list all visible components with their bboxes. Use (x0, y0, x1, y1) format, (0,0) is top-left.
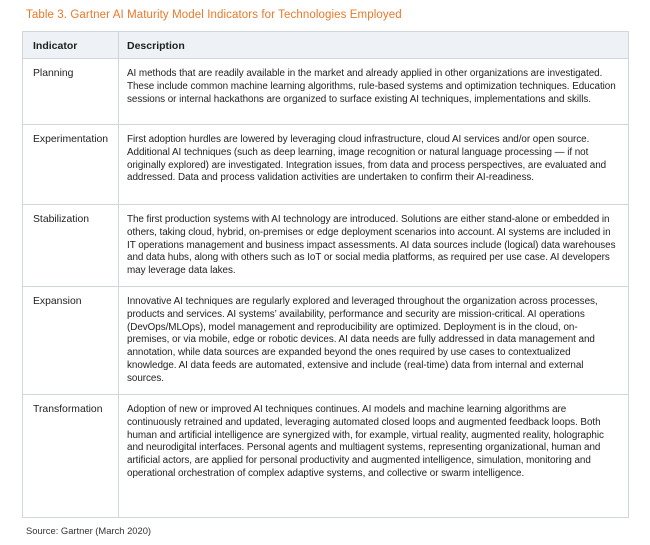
description-cell: Innovative AI techniques are regularly explored and leveraged throughout the organization across processes, products and services. AI systems’ availability, performance and security are mission-critical. AI operations (DevOps/MLOps), model management and reproducibility are optimized. Deployment is in the cloud, on-premises, or via mobile, edge or robotic devices. AI data needs are fully addressed in data management and annotation, while data sources are expanded beyond the ones required by use cases to contextualized knowledge. AI data feeds are automated, extensive and include (real-time) data from internal and external sources. (127, 296, 598, 384)
table-row-transformation (23, 395, 628, 517)
description-cell: First adoption hurdles are lowered by leveraging cloud infrastructure, cloud AI services and/or open source. Additional AI techniques (such as deep learning, image recognition or natural language processing — if not originally explored) are investigated. Integration issues, from data and process perspectives, are evaluated and addressed. Data and process validation activities are undertaken to confirm their AI-readiness. (127, 134, 607, 184)
table-row-planning (23, 59, 628, 125)
table-row-expansion (23, 287, 628, 395)
table-header-row (23, 32, 628, 59)
indicator-cell: Expansion (23, 287, 119, 394)
maturity-table (22, 31, 629, 518)
header-indicator: Indicator (23, 32, 119, 58)
table-caption: Table 3. Gartner AI Maturity Model Indicators for Technologies Employed (26, 9, 402, 21)
description-cell: AI methods that are readily available in the market and already applied in other organizations are investigated. These include common machine learning algorithms, rule-based systems and optimization techniques. Education sessions or internal hackathons are organized to surface existing AI techniques, implementations and skills. (127, 68, 616, 105)
description-cell: Adoption of new or improved AI techniques continues. AI models and machine learning algorithms are continuously retrained and updated, leveraging automated closed loops and augmented feedback loops. Both human and artificial intelligence are synergized with, for example, virtual reality, augmented reality, holographic and neurodigital interfaces. Personal agents and multiagent systems, representing organizational, human and artificial actors, are applied for personal productivity and augmented intelligence, simulation, monitoring and operational orchestration of complex adaptive systems, and collective or swarm intelligence. (127, 404, 604, 479)
description-cell: The first production systems with AI technology are introduced. Solutions are either stand-alone or embedded in others, taking cloud, hybrid, on-premises or edge deployment scenarios into account. AI systems are included in IT operations management and business impact assessments. AI data sources include (logical) data warehouses and data hubs, along with others such as IoT or social media platforms, as required per use case. AI developers may leverage data lakes. (127, 214, 616, 277)
indicator-cell: Planning (23, 59, 119, 124)
table-row-stabilization (23, 205, 628, 287)
indicator-cell: Experimentation (23, 125, 119, 204)
indicator-cell: Transformation (23, 395, 119, 517)
table-row-experimentation (23, 125, 628, 205)
indicator-cell: Stabilization (23, 205, 119, 286)
source-note: Source: Gartner (March 2020) (26, 525, 152, 536)
header-description: Description (127, 40, 185, 52)
